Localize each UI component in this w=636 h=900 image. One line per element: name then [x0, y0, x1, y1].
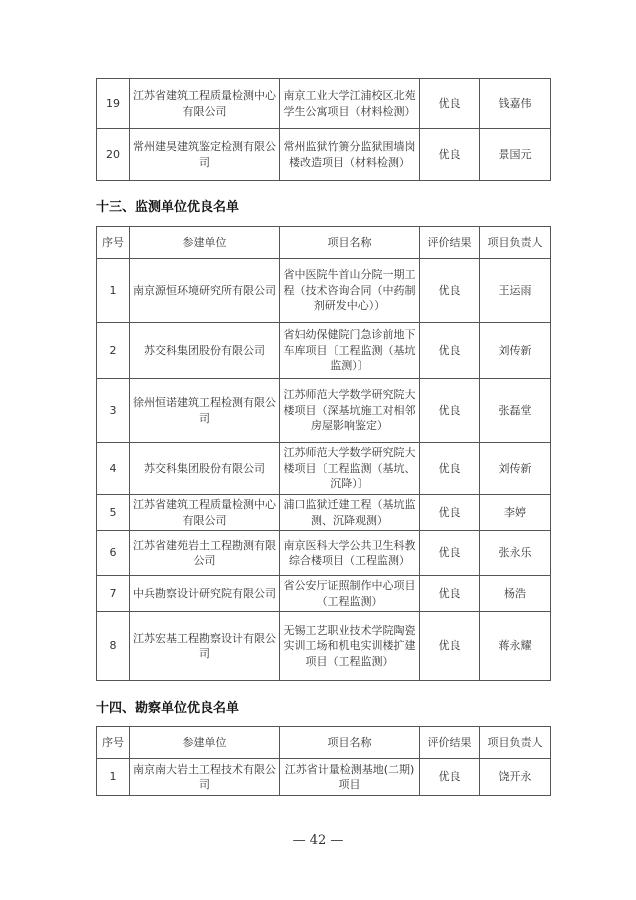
column-header: 评价结果 — [420, 727, 480, 759]
cell-no: 8 — [97, 612, 130, 681]
cell-result: 优良 — [420, 323, 480, 379]
page-number: — 42 — — [292, 833, 344, 848]
cell-project: 无锡工艺职业技术学院陶瓷实训工场和机电实训楼扩建项目（工程监测） — [280, 612, 420, 681]
table-monitoring — [96, 226, 551, 681]
cell-no: 6 — [97, 531, 130, 576]
cell-leader: 景国元 — [480, 129, 551, 181]
cell-unit: 江苏宏基工程勘察设计有限公司 — [130, 612, 280, 681]
cell-result: 优良 — [420, 531, 480, 576]
cell-result: 优良 — [420, 79, 480, 129]
cell-project: 省妇幼保健院门急诊前地下车库项目〔工程监测（基坑监测）〕 — [280, 323, 420, 379]
cell-result: 优良 — [420, 129, 480, 181]
cell-project: 南京医科大学公共卫生科教综合楼项目（工程监测） — [280, 531, 420, 576]
cell-no: 19 — [97, 79, 130, 129]
column-header: 参建单位 — [130, 227, 280, 259]
table-row — [97, 323, 551, 379]
cell-result: 优良 — [420, 443, 480, 495]
table-row — [97, 576, 551, 612]
cell-leader: 张磊堂 — [480, 379, 551, 443]
cell-unit: 苏交科集团股份有限公司 — [130, 443, 280, 495]
table-row — [97, 79, 551, 129]
cell-leader: 刘传新 — [480, 443, 551, 495]
cell-project: 浦口监狱迁建工程（基坑监测、沉降观测） — [280, 495, 420, 531]
cell-no: 20 — [97, 129, 130, 181]
cell-project: 省公安厅证照制作中心项目（工程监测） — [280, 576, 420, 612]
cell-project: 常州监狱竹箦分监狱围墙岗楼改造项目（材料检测） — [280, 129, 420, 181]
cell-leader: 蒋永耀 — [480, 612, 551, 681]
cell-result: 优良 — [420, 495, 480, 531]
column-header: 项目负责人 — [480, 727, 551, 759]
cell-unit: 徐州恒诺建筑工程检测有限公司 — [130, 379, 280, 443]
cell-project: 江苏师范大学数学研究院大楼项目〔工程监测（基坑、沉降）〕 — [280, 443, 420, 495]
column-header: 序号 — [97, 727, 130, 759]
cell-no: 3 — [97, 379, 130, 443]
column-header: 评价结果 — [420, 227, 480, 259]
cell-leader: 李婷 — [480, 495, 551, 531]
cell-unit: 常州建昊建筑鉴定检测有限公司 — [130, 129, 280, 181]
cell-unit: 南京南大岩土工程技术有限公司 — [130, 759, 280, 796]
cell-no: 2 — [97, 323, 130, 379]
column-header: 序号 — [97, 227, 130, 259]
cell-leader: 刘传新 — [480, 323, 551, 379]
section-14-title: 十四、勘察单位优良名单 — [96, 701, 240, 716]
table-row — [97, 495, 551, 531]
cell-no: 1 — [97, 259, 130, 323]
table-row — [97, 443, 551, 495]
section-13-title: 十三、监测单位优良名单 — [96, 200, 240, 215]
cell-unit: 江苏省建筑工程质量检测中心有限公司 — [130, 79, 280, 129]
table-row — [97, 259, 551, 323]
table-row — [97, 759, 551, 796]
column-header: 参建单位 — [130, 727, 280, 759]
cell-result: 优良 — [420, 379, 480, 443]
table-prev — [96, 78, 551, 181]
cell-no: 5 — [97, 495, 130, 531]
table-row — [97, 129, 551, 181]
cell-project: 南京工业大学江浦校区北苑学生公寓项目（材料检测） — [280, 79, 420, 129]
column-header: 项目负责人 — [480, 227, 551, 259]
cell-project: 江苏师范大学数学研究院大楼项目（深基坑施工对相邻房屋影响鉴定） — [280, 379, 420, 443]
column-header: 项目名称 — [280, 727, 420, 759]
cell-result: 优良 — [420, 576, 480, 612]
cell-leader: 杨浩 — [480, 576, 551, 612]
cell-unit: 江苏省建苑岩土工程勘测有限公司 — [130, 531, 280, 576]
cell-leader: 王运雨 — [480, 259, 551, 323]
header-row — [97, 727, 551, 759]
table-row — [97, 612, 551, 681]
cell-project: 江苏省计量检测基地(二期)项目 — [280, 759, 420, 796]
cell-no: 1 — [97, 759, 130, 796]
cell-result: 优良 — [420, 612, 480, 681]
cell-unit: 南京源恒环境研究所有限公司 — [130, 259, 280, 323]
cell-unit: 苏交科集团股份有限公司 — [130, 323, 280, 379]
cell-result: 优良 — [420, 259, 480, 323]
cell-leader: 张永乐 — [480, 531, 551, 576]
cell-unit: 中兵勘察设计研究院有限公司 — [130, 576, 280, 612]
cell-unit: 江苏省建筑工程质量检测中心有限公司 — [130, 495, 280, 531]
cell-leader: 钱嘉伟 — [480, 79, 551, 129]
table-row — [97, 379, 551, 443]
table-survey — [96, 726, 551, 796]
cell-leader: 饶开永 — [480, 759, 551, 796]
cell-no: 4 — [97, 443, 130, 495]
header-row — [97, 227, 551, 259]
table-row — [97, 531, 551, 576]
column-header: 项目名称 — [280, 227, 420, 259]
cell-project: 省中医院牛首山分院一期工程（技术咨询合同（中药制剂研发中心）） — [280, 259, 420, 323]
cell-no: 7 — [97, 576, 130, 612]
cell-result: 优良 — [420, 759, 480, 796]
